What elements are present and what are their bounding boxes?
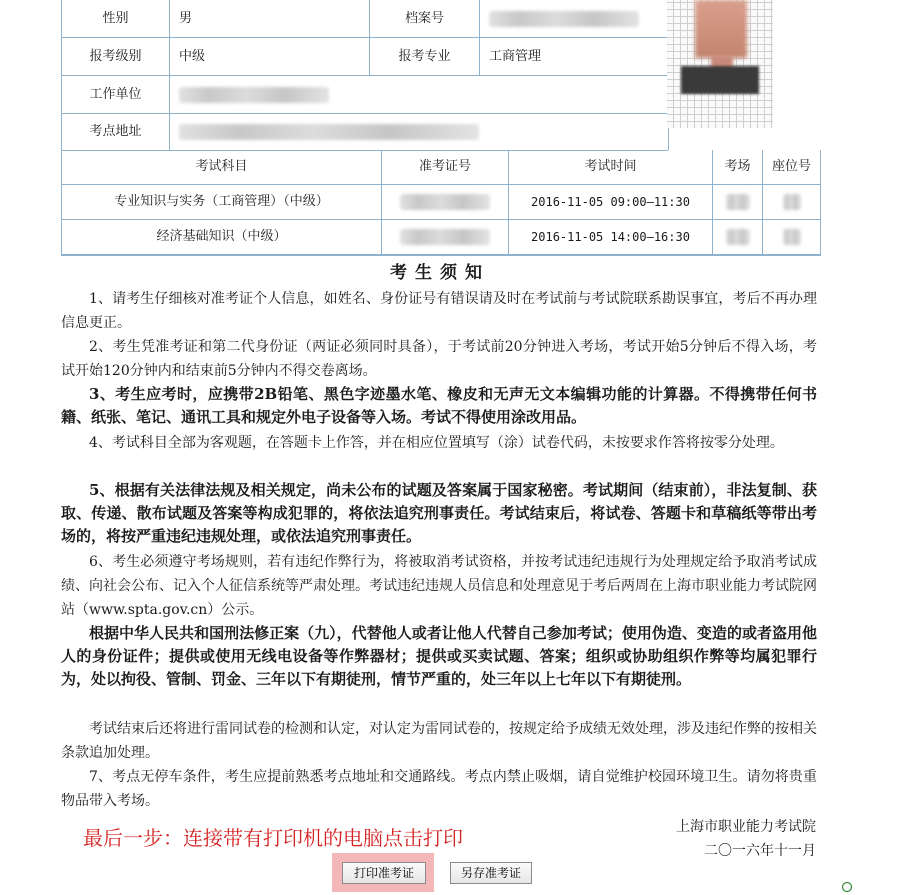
signature-date: 二〇一六年十一月: [704, 843, 816, 859]
exam-room: [713, 220, 763, 254]
photo-face: [695, 0, 747, 58]
ticket-number: [382, 185, 509, 219]
candidate-info-table: [61, 0, 669, 150]
file-number-label: 档案号: [370, 0, 480, 37]
exam-time: 2016-11-05 14:00—16:30: [509, 220, 713, 254]
signature: [600, 815, 816, 863]
address-value: [170, 113, 668, 150]
address-label: 考点地址: [62, 113, 170, 150]
notice-item-7: 7、考点无停车条件，考生应提前熟悉考点地址和交通路线。考点内禁止吸烟，请自觉维护校园环境卫生。请勿将贵重物品带入考场。: [61, 769, 817, 809]
subjects-header-row: [62, 150, 820, 185]
row-address: [62, 113, 668, 151]
row-gender-file: [62, 0, 668, 38]
candidate-photo: [667, 0, 773, 128]
file-number-value: [480, 0, 668, 37]
level-value: 中级: [170, 38, 370, 75]
notice-item-6: 6、考生必须遵守考场规则，若有违纪作弊行为，将被取消考试资格，并按考试违纪违规行为处理规定给予取消考试成绩、向社会公布、记入个人征信系统等严肃处理。考试违纪违规人员信息和处理意见于考后两周在上海市职业能力考试院网站（www.spta.gov.cn）公示。: [61, 554, 817, 618]
save-ticket-button[interactable]: 另存准考证: [450, 862, 532, 884]
exam-time: 2016-11-05 09:00—11:30: [509, 185, 713, 219]
exam-room: [713, 185, 763, 219]
header-ticket-number: 准考证号: [382, 150, 509, 184]
notice-item-1: 1、请考生仔细核对准考证个人信息，如姓名、身份证号有错误请及时在考试前与考试院联系勘误事宜，考后不再办理信息更正。: [61, 291, 817, 331]
print-instruction-annotation: 最后一步：连接带有打印机的电脑点击打印: [83, 826, 463, 850]
notice-item-4: 4、考试科目全部为客观题，在答题卡上作答，并在相应位置填写（涂）试卷代码，未按要求作答将按零分处理。: [89, 435, 784, 451]
header-exam-time: 考试时间: [509, 150, 713, 184]
level-label: 报考级别: [62, 38, 170, 75]
exam-subjects-table: [61, 150, 821, 256]
header-room: 考场: [713, 150, 763, 184]
notice-item-5: 5、根据有关法律法规及相关规定，尚未公布的试题及答案属于国家秘密。考试期间（结束前），非法复制、获取、传递、散布试题及答案等构成犯罪的，将依法追究刑事责任。考试结束后，将试卷、答题卡和草稿纸等带出考场的，将按严重违纪违规处理，或依法追究刑事责任。: [61, 481, 817, 545]
major-value: 工商管理: [489, 49, 542, 64]
notice-similar-papers: 考试结束后还将进行雷同试卷的检测和认定，对认定为雷同试卷的，按规定给予成绩无效处理，涉及违纪作弊的按相关条款追加处理。: [61, 721, 817, 761]
header-subject: 考试科目: [62, 150, 382, 184]
header-seat: 座位号: [771, 159, 811, 174]
signature-org: 上海市职业能力考试院: [676, 819, 816, 835]
subject-name: 经济基础知识（中级）: [62, 220, 382, 254]
subject-name: 专业知识与实务（工商管理）（中级）: [62, 185, 382, 219]
row-level-major: [62, 38, 668, 76]
employer-label: 工作单位: [62, 76, 170, 113]
row-employer: [62, 76, 668, 114]
table-row: [62, 185, 820, 220]
print-ticket-button[interactable]: 打印准考证: [342, 862, 426, 884]
gender-label: 性别: [62, 0, 170, 37]
table-row: [62, 220, 820, 254]
major-label: 报考专业: [370, 38, 480, 75]
status-circle-icon: [841, 880, 853, 892]
seat-number: [763, 185, 820, 219]
employer-value: [170, 76, 668, 113]
photo-body: [681, 66, 759, 94]
notice-title: 考生须知: [390, 263, 490, 283]
seat-number: [763, 220, 820, 254]
notice-item-3: 3、考生应考时，应携带2B铅笔、黑色字迹墨水笔、橡皮和无声无文本编辑功能的计算器。不得携带任何书籍、纸张、笔记、通讯工具和规定外电子设备等入场。考试不得使用涂改用品。: [61, 385, 817, 426]
notice-item-2: 2、考生凭准考证和第二代身份证（两证必须同时具备），于考试前20分钟进入考场，考试开始5分钟后不得入场，考试开始120分钟内和结束前5分钟内不得交卷离场。: [61, 339, 817, 379]
gender-value: 男: [170, 0, 370, 37]
ticket-number: [382, 220, 509, 254]
notice-criminal-law: 根据中华人民共和国刑法修正案（九），代替他人或者让他人代替自己参加考试；使用伪造、变造的或者盗用他人的身份证件；提供或使用无线电设备等作弊器材；提供或买卖试题、答案；组织或协助组织作弊等均属犯罪行为，处以拘役、管制、罚金、三年以下有期徒刑，情节严重的，处三年以上七年以下有期徒刑。: [61, 624, 817, 688]
status-indicator-icon: [841, 880, 917, 892]
